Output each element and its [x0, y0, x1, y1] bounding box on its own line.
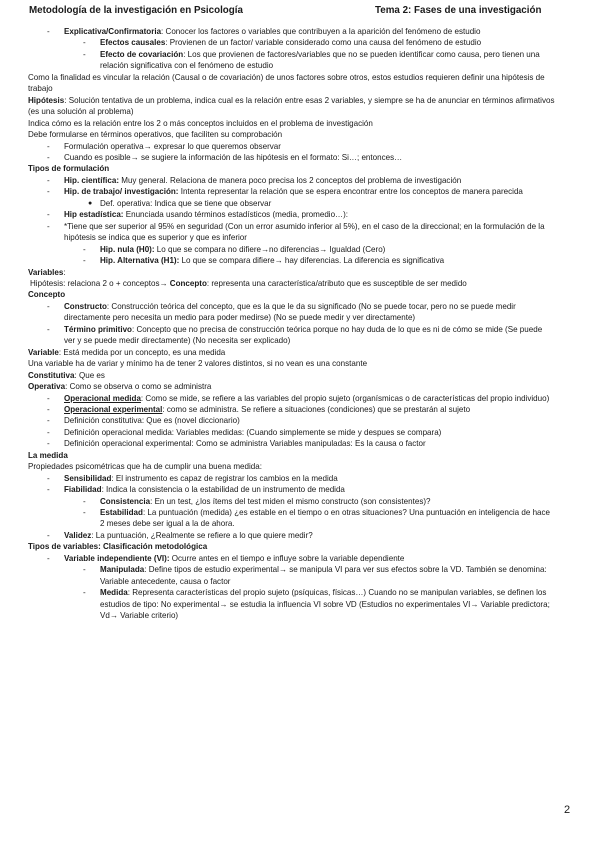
bullet-variable-independiente: - Variable independiente (VI): Ocurre antes en el tiempo e influye sobre la variable dependiente [47, 553, 405, 563]
paragraph-variable: Variable: Está medida por un concepto, es una medida [28, 347, 226, 357]
bullet-formulacion-operativa: - Formulación operativa→ expresar lo que queremos observar [47, 141, 281, 151]
bullet-def-operativa: ● Def. operativa: Indica que se tiene que observar [88, 198, 272, 208]
bullet-estabilidad: - Estabilidad: La puntuación (medida) ¿es estable en el tiempo o en otras situaciones? Una puntuación en inteligencia de hace 2 meses debe ser igual a la de ahora. [83, 508, 551, 529]
bullet-operacional-experimental: - Operacional experimental: como se administra. Se refiere a situaciones (condiciones) que se prestarán al sujeto [47, 404, 471, 414]
paragraph-hipotesis-relaciona: Hipótesis: relaciona 2 o + conceptos→ Concepto: representa una característica/atributo que es susceptible de ser medido [30, 278, 467, 288]
page-number: 2 [564, 804, 571, 816]
heading-la-medida: La medida [28, 450, 68, 460]
heading-variables: Variables: [28, 267, 66, 277]
paragraph-debe: Debe formularse en términos operativos, que faciliten su comprobación [28, 130, 283, 140]
paragraph-operativa: Operativa: Como se observa o como se administra [28, 382, 212, 392]
bullet-efectos-causales: - Efectos causales: Provienen de un factor/ variable considerado como una causa del fenómeno de estudio [83, 38, 482, 48]
bullet-hip-estadistica: - Hip estadística: Enunciada usando términos estadísticos (media, promedio…): [47, 210, 349, 220]
bullet-validez: - Validez: La puntuación, ¿Realmente se refiere a lo que quiere medir? [47, 530, 313, 540]
bullet-fiabilidad: - Fiabilidad: Indica la consistencia o la estabilidad de un instrumento de medida [47, 485, 345, 495]
header-topic-title: Tema 2: Fases de una investigación [375, 5, 542, 16]
bullet-constructo: - Constructo: Construcción teórica del concepto, que es la que le da su significado (No se puede tocar, pero no se puede medir directamente pero necesita un medio para poder medirse) (No se puede medir y ver directamente) [47, 301, 516, 323]
bullet-dot-icon: ● [88, 199, 93, 207]
bullet-termino-primitivo: - Término primitivo: Concepto que no precisa de construcción teórica porque no hay duda de lo que es ni de cómo se mide (Se puede ver y se puede medir directamente) (No necesita ser explicado) [47, 324, 543, 346]
paragraph-hipotesis: Hipótesis: Solución tentativa de un problema, indica cual es la relación entre esas 2 variables, y siempre se ha de anunciar en términos afirmativos (es una solución al problema) [28, 95, 555, 117]
bullet-operacional-medida: - Operacional medida: Como se mide, se refiere a las variables del propio sujeto (organísmicas o de características del propio individuo) [47, 393, 550, 403]
heading-tipos-variables: Tipos de variables: Clasificación metodológica [28, 542, 208, 552]
paragraph-propiedades: Propiedades psicométricas que ha de cumplir una buena medida: [28, 462, 262, 472]
bullet-sensibilidad: - Sensibilidad: El instrumento es capaz de registrar los cambios en la medida [47, 473, 338, 483]
page-header [29, 5, 574, 19]
header-course-title: Metodología de la investigación en Psicología [29, 5, 243, 16]
bullet-definicion-constitutiva: - Definición constitutiva: Que es (novel diccionario) [47, 416, 240, 426]
heading-concepto: Concepto [28, 290, 66, 300]
paragraph-indica: Indica cómo es la relación entre los 2 o más conceptos incluidos en el problema de investigación [28, 118, 373, 128]
bullet-definicion-op-medida: - Definición operacional medida: Variables medidas: (Cuando simplemente se mide y despues se compara) [47, 427, 442, 437]
bullet-hip-nula: - Hip. nula (H0): Lo que se compara no difiere→no diferencias→ Igualdad (Cero) [83, 244, 386, 254]
bullet-consistencia: - Consistencia: En un test, ¿los ítems del test miden el mismo constructo (son consistentes)? [83, 496, 431, 506]
notes-content [0, 26, 600, 622]
bullet-tiene-que: - *Tiene que ser superior al 95% en seguridad (Con un error asumido inferior al 5%), en el caso de la direccional; en la formulación de la hipótesis se indica que es superior y que es inferior [47, 221, 545, 243]
paragraph-finalidad: Como la finalidad es vincular la relación (Causal o de covariación) de unos factores sobre otros, estos estudios requieren definir una hipótesis de trabajo [28, 72, 545, 94]
bullet-medida: - Medida: Representa características del propio sujeto (psíquicas, físicas…) Cuando no se manipulan variables, se definen los estudios de tipo: No experimental→ se estudia la influencia VI sobre VD (Estudios no experimentales VI→ Variable predictora; Vd→ Variable criterio) [83, 588, 550, 621]
bullet-definicion-op-experimental: - Definición operacional experimental: Como se administra Variables manipuladas: Es la causa o factor [47, 439, 426, 449]
bullet-hip-alternativa: - Hip. Alternativa (H1): Lo que se compara difiere→ hay diferencias. La diferencia es significativa [83, 256, 445, 266]
bullet-hip-cientifica: - Hip. científica: Muy general. Relaciona de manera poco precisa los 2 conceptos del problema de investigación [47, 175, 462, 185]
paragraph-una-variable: Una variable ha de variar y mínimo ha de tener 2 valores distintos, si no vean es una constante [28, 359, 368, 369]
bullet-manipulada: - Manipulada: Define tipos de estudio experimental→ se manipula VI para ver sus efectos sobre la VD. También se denomina: Variable antecedente, causa o factor [83, 565, 547, 586]
bullet-cuando-posible: - Cuando es posible→ se sugiere la información de las hipótesis en el formato: Si…; entonces… [47, 152, 403, 162]
bullet-efecto-covariacion: - Efecto de covariación: Los que provienen de factores/variables que no se pueden identificar como causa, pero tienen una relación significativa con el fenómeno de estudio [83, 49, 540, 71]
bullet-explicativa: - Explicativa/Confirmatoria: Conocer los factores o variables que contribuyen a la aparición del fenómeno de estudio [47, 27, 481, 36]
heading-tipos-formulacion: Tipos de formulación [28, 164, 110, 174]
bullet-hip-trabajo: - Hip. de trabajo/ investigación: Intenta representar la relación que se espera encontrar entre los conceptos de manera parecida [47, 187, 523, 197]
paragraph-constitutiva: Constitutiva: Que es [28, 370, 105, 380]
